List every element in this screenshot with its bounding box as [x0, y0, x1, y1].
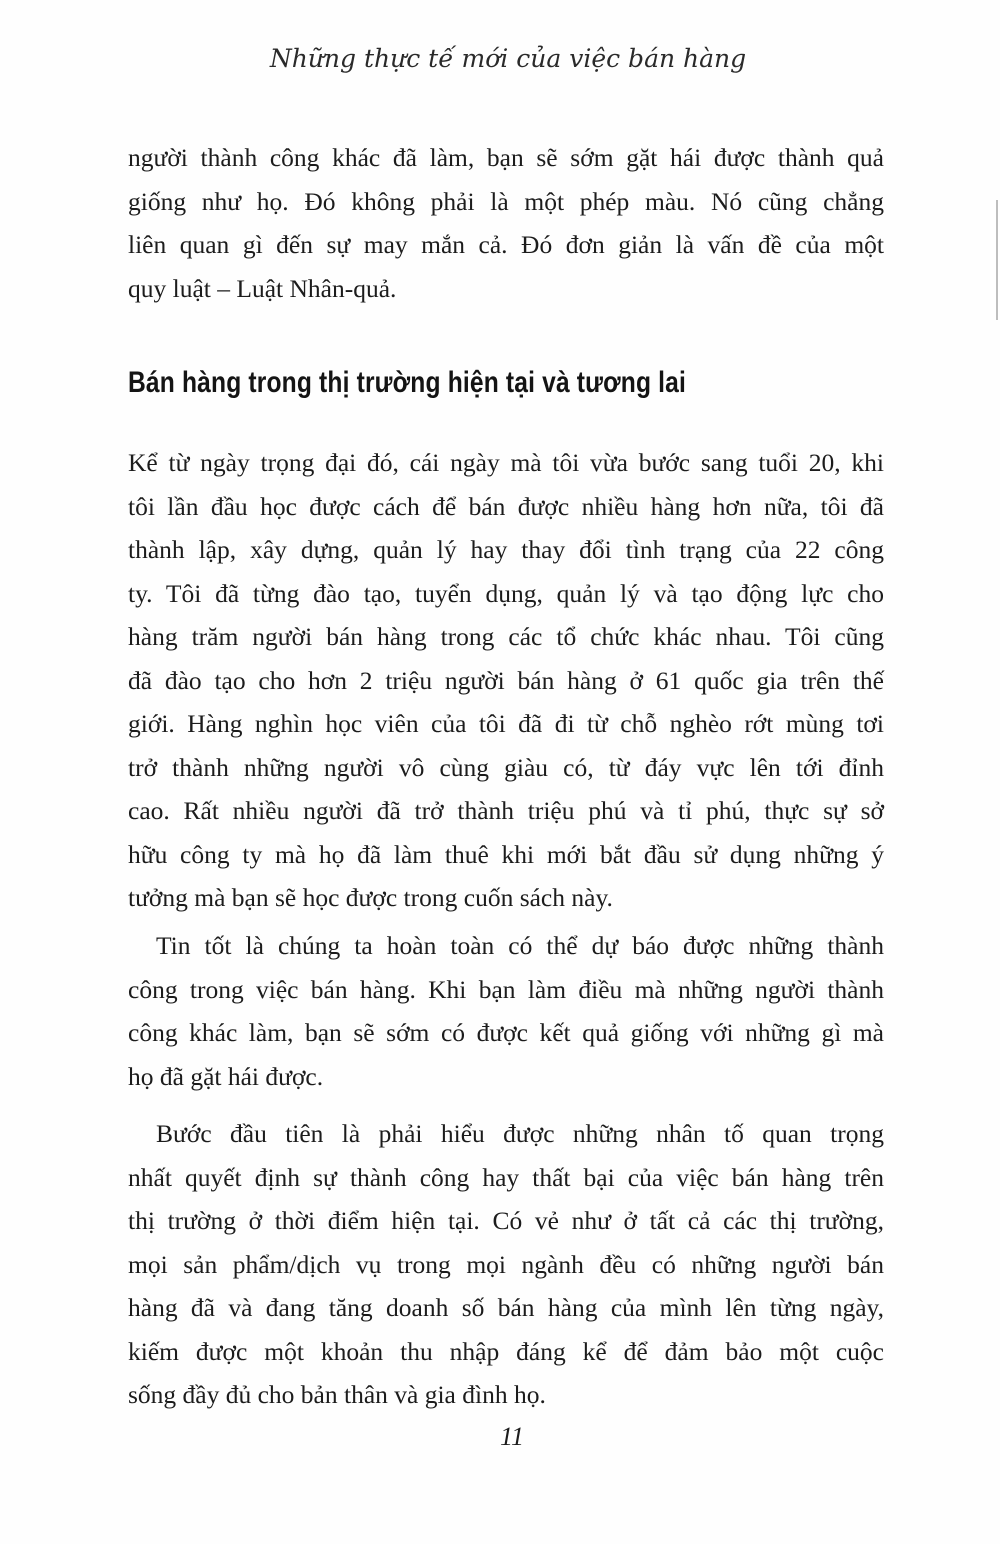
text-line: tưởng mà bạn sẽ học được trong cuốn sách này.: [128, 883, 613, 912]
text-line: quy luật – Luật Nhân-quả.: [128, 273, 397, 303]
text-line: giới. Hàng nghìn học viên của tôi đã đi từ chỗ nghèo rớt mùng tơi: [128, 709, 884, 738]
text-line: giống như họ. Đó không phải là một phép màu. Nó cũng chẳng: [128, 186, 884, 216]
text-line: đã đào tạo cho hơn 2 triệu người bán hàng ở 61 quốc gia trên thế: [128, 665, 884, 695]
text-line: Tin tốt là chúng ta hoàn toàn có thể dự báo được những thành: [156, 931, 884, 960]
text-line: trở thành những người vô cùng giàu có, từ đáy vực lên tới đỉnh: [128, 752, 884, 782]
text-line: Bước đầu tiên là phải hiểu được những nhân tố quan trọng: [156, 1119, 884, 1148]
text-line: thành lập, xây dựng, quản lý hay thay đổi tình trạng của 22 công: [128, 535, 884, 564]
text-line: sống đầy đủ cho bản thân và gia đình họ.: [128, 1380, 546, 1409]
text-line: kiếm được một khoản thu nhập đáng kể để đảm bảo một cuộc: [128, 1336, 884, 1366]
text-line: hàng trăm người bán hàng trong các tổ chức khác nhau. Tôi cũng: [128, 622, 884, 651]
text-line: công trong việc bán hàng. Khi bạn làm điều mà những người thành: [128, 974, 884, 1004]
page-edge-shadow: [996, 200, 998, 320]
text-line: hữu công ty mà họ đã làm thuê khi mới bắt đầu sử dụng những ý: [128, 839, 884, 869]
text-line: nhất quyết định sự thành công hay thất bại của việc bán hàng trên: [128, 1162, 884, 1192]
text-line: hàng đã và đang tăng doanh số bán hàng của mình lên từng ngày,: [128, 1293, 884, 1322]
text-line: Kể từ ngày trọng đại đó, cái ngày mà tôi vừa bước sang tuổi 20, khi: [128, 448, 884, 477]
text-line: cao. Rất nhiều người đã trở thành triệu phú và tỉ phú, thực sự sở: [128, 796, 884, 825]
text-line: họ đã gặt hái được.: [128, 1061, 324, 1091]
text-line: ty. Tôi đã từng đào tạo, tuyển dụng, quản lý và tạo động lực cho: [128, 578, 884, 608]
text-line: liên quan gì đến sự may mắn cả. Đó đơn giản là vấn đề của một: [128, 230, 884, 259]
text-line: thị trường ở thời điểm hiện tại. Có vẻ như ở tất cả các thị trường,: [128, 1206, 884, 1235]
page-number: 11: [499, 1422, 525, 1451]
text-line: công khác làm, bạn sẽ sớm có được kết quả giống với những gì mà: [128, 1018, 884, 1047]
text-line: mọi sản phẩm/dịch vụ trong mọi ngành đều có những người bán: [128, 1249, 884, 1279]
text-line: tôi lần đầu học được cách để bán được nhiều hàng hơn nữa, tôi đã: [128, 491, 884, 521]
section-heading: Bán hàng trong thị trường hiện tại và tương lai: [128, 366, 687, 399]
running-head: Những thực tế mới của việc bán hàng: [269, 44, 747, 73]
text-line: người thành công khác đã làm, bạn sẽ sớm gặt hái được thành quả: [128, 143, 884, 172]
